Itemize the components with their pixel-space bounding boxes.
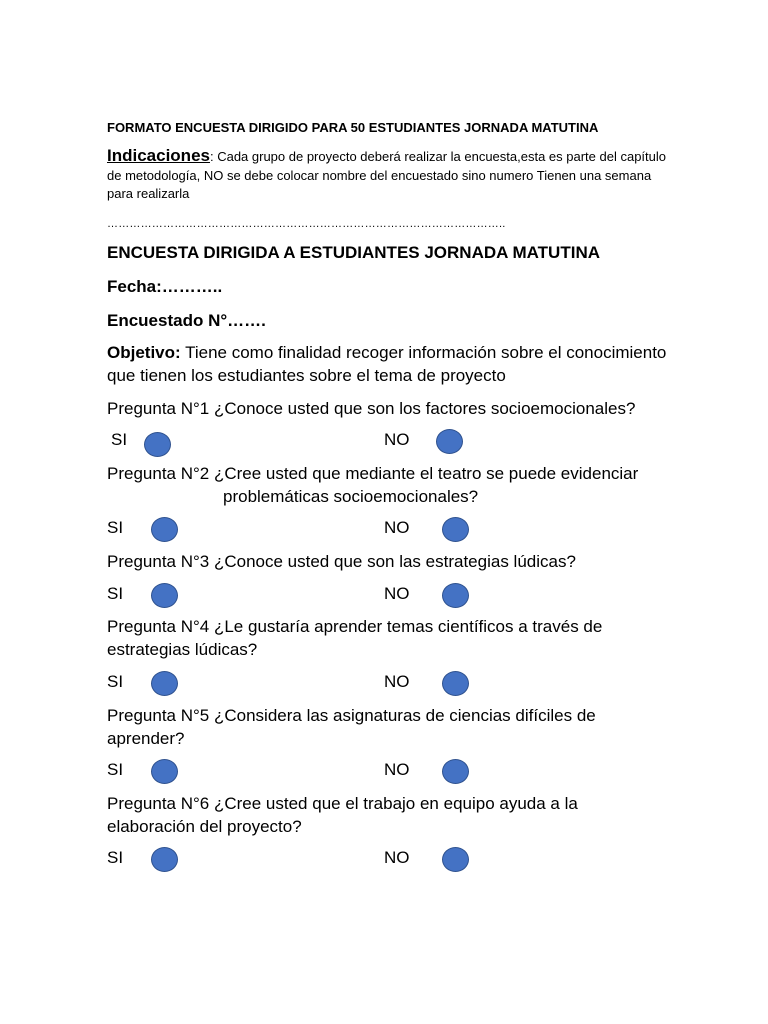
question-2-text-line2: problemáticas socioemocionales? [223, 487, 479, 506]
question-5-text-line1: Pregunta N°5 ¿Considera las asignaturas de ciencias difíciles de [107, 706, 596, 725]
q5-no-label: NO [384, 760, 410, 779]
document-header-title: FORMATO ENCUESTA DIRIGIDO PARA 50 ESTUDIANTES JORNADA MATUTINA [107, 120, 599, 135]
q2-yes-option[interactable] [151, 517, 178, 542]
question-4-text-line1: Pregunta N°4 ¿Le gustaría aprender temas científicos a través de [107, 617, 603, 636]
question-1-text: Pregunta N°1 ¿Conoce usted que son los factores socioemocionales? [107, 399, 636, 418]
question-3-text: Pregunta N°3 ¿Conoce usted que son las estrategias lúdicas? [107, 552, 576, 571]
q5-yes-option[interactable] [151, 759, 178, 784]
question-5 [107, 704, 677, 750]
indications-text: : Cada grupo de proyecto deberá realizar la encuesta,esta es parte del capítulo de metodología, NO se debe colocar nombre del encuestado sino numero Tienen una semana para realizarla [107, 149, 666, 201]
q3-yes-option[interactable] [151, 583, 178, 608]
q1-no-option[interactable] [436, 429, 463, 454]
date-field: Fecha:……….. [107, 277, 223, 296]
q2-yes-label: SI [107, 518, 124, 537]
q2-no-label: NO [384, 518, 410, 537]
question-4 [107, 615, 677, 661]
respondent-number-field: Encuestado N°……. [107, 311, 266, 330]
question-5-text-line2: aprender? [107, 729, 185, 748]
q4-no-label: NO [384, 672, 410, 691]
q6-no-label: NO [384, 848, 410, 867]
q1-yes-option[interactable] [144, 432, 171, 457]
question-1 [107, 397, 677, 420]
question-6 [107, 792, 677, 838]
q5-yes-label: SI [107, 760, 124, 779]
indications-heading: Indicaciones [107, 146, 210, 165]
question-6-text-line2: elaboración del proyecto? [107, 817, 302, 836]
question-4-text-line2: estrategias lúdicas? [107, 640, 258, 659]
objective-paragraph [107, 341, 667, 387]
q5-no-option[interactable] [442, 759, 469, 784]
q6-yes-label: SI [107, 848, 124, 867]
survey-title: ENCUESTA DIRIGIDA A ESTUDIANTES JORNADA MATUTINA [107, 243, 600, 262]
q2-no-option[interactable] [442, 517, 469, 542]
objective-label: Objetivo: [107, 343, 181, 362]
q4-no-option[interactable] [442, 671, 469, 696]
q3-no-label: NO [384, 584, 410, 603]
dotted-separator: …………………………………………………………………………………………….. [107, 218, 506, 230]
q3-no-option[interactable] [442, 583, 469, 608]
question-3 [107, 550, 677, 573]
question-2 [107, 462, 677, 508]
question-2-text-line1: Pregunta N°2 ¿Cree usted que mediante el teatro se puede evidenciar [107, 464, 639, 483]
q6-no-option[interactable] [442, 847, 469, 872]
q1-yes-label: SI [111, 430, 128, 449]
q3-yes-label: SI [107, 584, 124, 603]
q6-yes-option[interactable] [151, 847, 178, 872]
q4-yes-option[interactable] [151, 671, 178, 696]
question-6-text-line1: Pregunta N°6 ¿Cree usted que el trabajo en equipo ayuda a la [107, 794, 578, 813]
q1-no-label: NO [384, 430, 410, 449]
objective-text: Tiene como finalidad recoger información sobre el conocimiento que tienen los estudiantes sobre el tema de proyecto [107, 343, 667, 385]
q4-yes-label: SI [107, 672, 124, 691]
indications-block [107, 147, 667, 204]
